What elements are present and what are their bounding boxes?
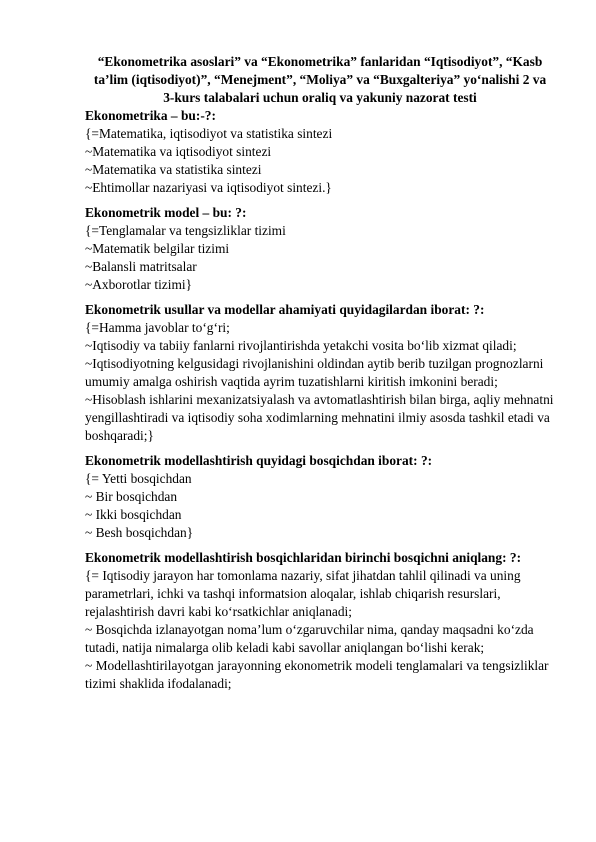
- answer-option: ~Balansli matritsalar: [85, 259, 197, 274]
- answer-option: ~ Besh bosqichdan}: [85, 525, 194, 540]
- answer-option: ~Matematika va iqtisodiyot sintezi: [85, 144, 272, 159]
- answer-list: [85, 125, 555, 197]
- answer-option: ~Hisoblash ishlarini mexanizatsiyalash va avtomatlashtirish bilan birga, aqliy mehnatni yengillashtiradi va iqtisodiy soha xodimlarning mehnatini ilmiy asosda tashkil etadi va boshqaradi;}: [85, 392, 554, 443]
- answer-option: ~Iqtisodiyotning kelgusidagi rivojlanishini oldindan aytib berib tuzilgan prognozlarni umumiy amalga oshirish vaqtida ayrim tuzatishlarni kiritish imkonini beradi;: [85, 356, 544, 389]
- answer-option: ~ Bir bosqichdan: [85, 489, 178, 504]
- answer-option: ~ Bosqichda izlanayotgan noma’lum o‘zgaruvchilar nima, qanday maqsadni ko‘zda tutadi, natija nimalarga olib keladi kabi savollar aniqlangan bo‘lishi kerak;: [85, 622, 534, 655]
- answer-option: {=Matematika, iqtisodiyot va statistika sintezi: [85, 126, 333, 141]
- answer-option: {= Iqtisodiy jarayon har tomonlama nazariy, sifat jihatdan tahlil qilinadi va uning parametrlari, ichki va tashqi informatsion aloqalar, ishlab chiqarish resurslari, rejalashtirish davri kabi ko‘rsatkichlar aniqlanadi;: [85, 568, 521, 619]
- answer-option: ~Axborotlar tizimi}: [85, 277, 193, 292]
- question-text: Ekonometrik usullar va modellar ahamiyati quyidagilardan iborat: ?:: [85, 302, 485, 317]
- answer-option: ~Matematik belgilar tizimi: [85, 241, 230, 256]
- question-text: Ekonometrik modellashtirish bosqichlaridan birinchi bosqichni aniqlang: ?:: [85, 550, 522, 565]
- answer-option: ~Matematika va statistika sintezi: [85, 162, 262, 177]
- document-content: [85, 53, 555, 700]
- question-3: [85, 301, 555, 445]
- question-text: Ekonometrika – bu:-?:: [85, 108, 216, 123]
- answer-option: ~Iqtisodiy va tabiiy fanlarni rivojlantirishda yetakchi vosita bo‘lib xizmat qiladi;: [85, 338, 517, 353]
- question-1: [85, 107, 555, 197]
- answer-option: {= Yetti bosqichdan: [85, 471, 192, 486]
- answer-option: ~Ehtimollar nazariyasi va iqtisodiyot sintezi.}: [85, 180, 332, 195]
- answer-option: {=Hamma javoblar to‘g‘ri;: [85, 320, 230, 335]
- question-5: [85, 549, 555, 693]
- answer-list: [85, 470, 555, 542]
- question-text: Ekonometrik modellashtirish quyidagi bosqichdan iborat: ?:: [85, 453, 433, 468]
- answer-option: ~ Ikki bosqichdan: [85, 507, 182, 522]
- document-title: “Ekonometrika asoslari” va “Ekonometrika” fanlaridan “Iqtisodiyot”, “Kasb ta’lim (iqtisodiyot)”, “Menejment”, “Moliya” va “Buxgalteriya” yo‘nalishi 2 va 3-kurs talabalari uchun oraliq va yakuniy nazorat testi: [93, 54, 547, 105]
- question-text: Ekonometrik model – bu: ?:: [85, 205, 247, 220]
- answer-list: [85, 567, 555, 693]
- answer-list: [85, 319, 555, 445]
- answer-option: ~ Modellashtirilayotgan jarayonning ekonometrik modeli tenglamalari va tengsizliklar tizimi shaklida ifodalanadi;: [85, 658, 549, 691]
- answer-list: [85, 222, 555, 294]
- answer-option: {=Tenglamalar va tengsizliklar tizimi: [85, 223, 286, 238]
- question-2: [85, 204, 555, 294]
- question-4: [85, 452, 555, 542]
